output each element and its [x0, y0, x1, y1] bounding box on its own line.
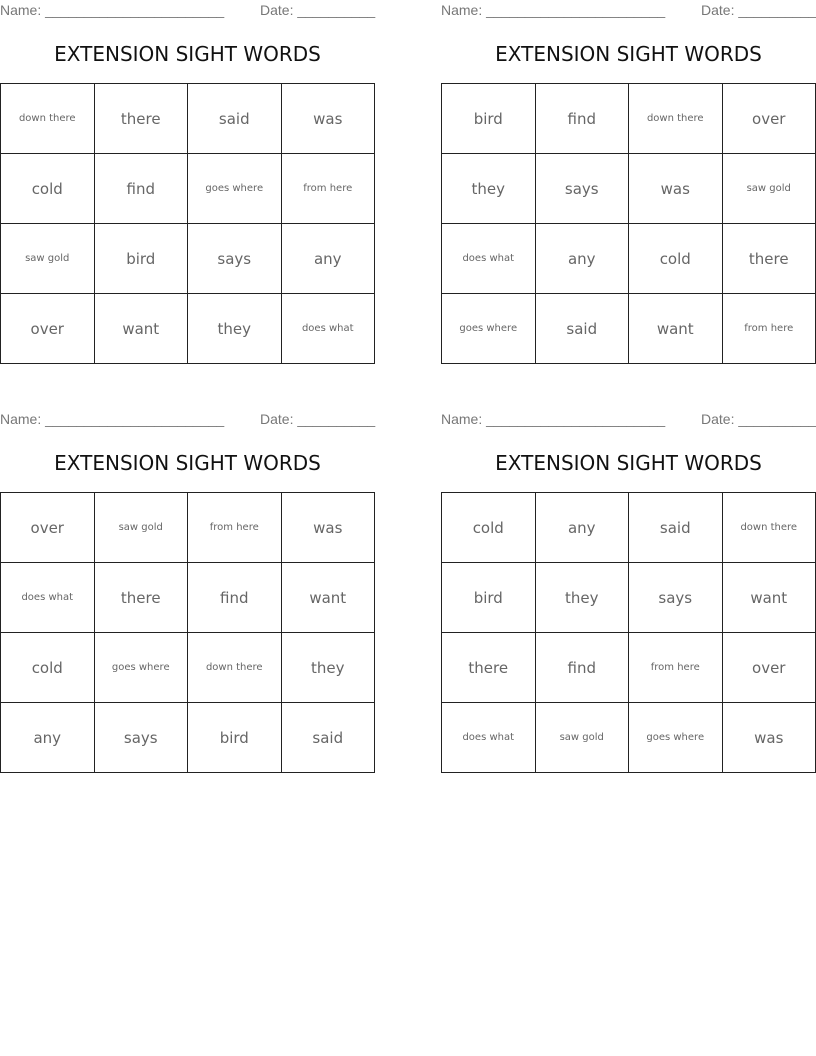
- grid-cell: bird: [188, 703, 282, 773]
- grid-cell: said: [188, 84, 282, 154]
- grid-cell: was: [629, 154, 723, 224]
- grid-cell: any: [1, 703, 95, 773]
- grid-cell: says: [94, 703, 188, 773]
- card-title: EXTENSION SIGHT WORDS: [495, 42, 762, 66]
- grid-cell: said: [629, 493, 723, 563]
- card-title: EXTENSION SIGHT WORDS: [495, 451, 762, 475]
- grid-cell: over: [1, 294, 95, 364]
- bingo-card-4: [441, 409, 816, 774]
- grid-cell: find: [94, 154, 188, 224]
- grid-cell: goes where: [94, 633, 188, 703]
- grid-row: [442, 84, 816, 154]
- grid-cell: from here: [722, 294, 816, 364]
- grid-row: [1, 84, 375, 154]
- bingo-card-1: [0, 0, 375, 365]
- grid-cell: says: [629, 563, 723, 633]
- grid-cell: over: [722, 633, 816, 703]
- grid-cell: there: [442, 633, 536, 703]
- bingo-grid: [441, 492, 816, 773]
- bingo-grid: [441, 83, 816, 364]
- grid-cell: saw gold: [94, 493, 188, 563]
- grid-cell: does what: [442, 224, 536, 294]
- grid-cell: want: [629, 294, 723, 364]
- grid-cell: goes where: [188, 154, 282, 224]
- grid-row: [1, 493, 375, 563]
- grid-cell: saw gold: [1, 224, 95, 294]
- grid-cell: was: [281, 84, 375, 154]
- grid-cell: was: [281, 493, 375, 563]
- grid-cell: over: [1, 493, 95, 563]
- grid-cell: said: [281, 703, 375, 773]
- grid-cell: bird: [94, 224, 188, 294]
- grid-cell: find: [535, 633, 629, 703]
- bingo-grid: [0, 492, 375, 773]
- grid-cell: there: [722, 224, 816, 294]
- grid-cell: any: [281, 224, 375, 294]
- grid-cell: cold: [1, 633, 95, 703]
- grid-cell: down there: [629, 84, 723, 154]
- grid-cell: from here: [281, 154, 375, 224]
- grid-cell: from here: [188, 493, 282, 563]
- grid-cell: they: [188, 294, 282, 364]
- grid-cell: down there: [1, 84, 95, 154]
- name-field: Name: _______________________: [0, 2, 225, 18]
- grid-row: [1, 703, 375, 773]
- grid-cell: over: [722, 84, 816, 154]
- grid-cell: want: [281, 563, 375, 633]
- grid-cell: there: [94, 563, 188, 633]
- grid-cell: goes where: [629, 703, 723, 773]
- grid-cell: saw gold: [722, 154, 816, 224]
- grid-cell: they: [442, 154, 536, 224]
- grid-cell: find: [188, 563, 282, 633]
- grid-cell: says: [188, 224, 282, 294]
- grid-row: [442, 154, 816, 224]
- grid-cell: want: [722, 563, 816, 633]
- bingo-card-3: [0, 409, 375, 774]
- name-field: Name: _______________________: [441, 2, 666, 18]
- date-field: Date: __________: [260, 2, 376, 18]
- grid-cell: bird: [442, 84, 536, 154]
- grid-cell: cold: [442, 493, 536, 563]
- card-title: EXTENSION SIGHT WORDS: [54, 42, 321, 66]
- date-field: Date: __________: [701, 2, 816, 18]
- grid-cell: down there: [722, 493, 816, 563]
- bingo-card-2: [441, 0, 816, 365]
- date-field: Date: __________: [260, 411, 376, 427]
- grid-cell: does what: [442, 703, 536, 773]
- grid-cell: was: [722, 703, 816, 773]
- grid-row: [1, 224, 375, 294]
- grid-cell: any: [535, 224, 629, 294]
- grid-cell: said: [535, 294, 629, 364]
- name-field: Name: _______________________: [441, 411, 666, 427]
- grid-row: [1, 563, 375, 633]
- grid-row: [442, 563, 816, 633]
- card-title: EXTENSION SIGHT WORDS: [54, 451, 321, 475]
- grid-cell: they: [535, 563, 629, 633]
- name-field: Name: _______________________: [0, 411, 225, 427]
- grid-cell: cold: [629, 224, 723, 294]
- grid-row: [442, 224, 816, 294]
- grid-cell: says: [535, 154, 629, 224]
- grid-row: [1, 294, 375, 364]
- grid-cell: they: [281, 633, 375, 703]
- grid-row: [442, 294, 816, 364]
- grid-cell: from here: [629, 633, 723, 703]
- grid-row: [1, 633, 375, 703]
- grid-cell: saw gold: [535, 703, 629, 773]
- grid-cell: bird: [442, 563, 536, 633]
- grid-row: [442, 703, 816, 773]
- bingo-grid: [0, 83, 375, 364]
- grid-cell: find: [535, 84, 629, 154]
- grid-cell: down there: [188, 633, 282, 703]
- grid-row: [442, 493, 816, 563]
- grid-cell: any: [535, 493, 629, 563]
- grid-row: [442, 633, 816, 703]
- grid-cell: there: [94, 84, 188, 154]
- grid-cell: goes where: [442, 294, 536, 364]
- grid-cell: does what: [1, 563, 95, 633]
- date-field: Date: __________: [701, 411, 816, 427]
- grid-cell: does what: [281, 294, 375, 364]
- grid-cell: cold: [1, 154, 95, 224]
- grid-cell: want: [94, 294, 188, 364]
- grid-row: [1, 154, 375, 224]
